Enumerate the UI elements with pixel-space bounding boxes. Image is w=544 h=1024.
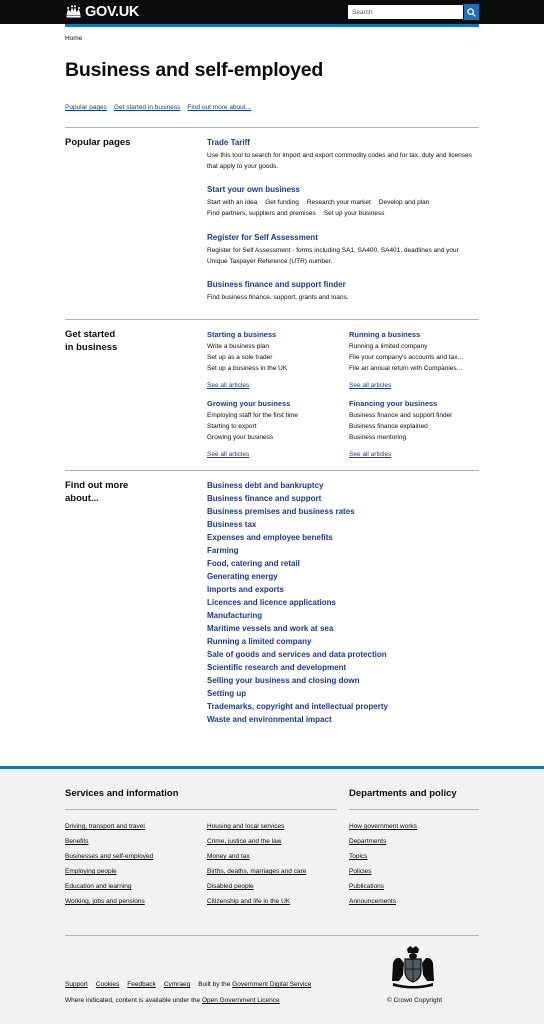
footer-link[interactable]: Employing people [65, 868, 117, 875]
topic-title[interactable]: Financing your business [349, 399, 438, 408]
topic-link[interactable]: Running a limited company [349, 343, 428, 350]
footer-link[interactable]: Working, jobs and pensions [65, 898, 145, 905]
heading-line: in business [65, 342, 118, 353]
footer-link[interactable]: Education and learning [65, 883, 132, 890]
topic-title[interactable]: Growing your business [207, 399, 291, 408]
section-divider [65, 127, 479, 128]
popular-item [207, 185, 479, 219]
topic-link[interactable]: Business finance and support finder [349, 412, 453, 419]
topic-link[interactable]: Set up as a sole trader [207, 354, 273, 361]
topic-link[interactable]: Growing your business [207, 434, 274, 441]
heading-line: Get started [65, 329, 116, 340]
jump-link-get-started[interactable]: Get started in business [113, 104, 181, 111]
built-by-prefix: Built by the [198, 981, 231, 988]
footer-heading-departments: Departments and policy [349, 788, 457, 799]
royal-coat-of-arms-icon [387, 945, 439, 989]
section-divider [65, 319, 479, 320]
section-heading-popular: Popular pages [65, 137, 131, 148]
footer-link[interactable]: Housing and local services [207, 823, 285, 830]
footer-meta-link[interactable]: Cookies [95, 981, 120, 988]
jump-link-popular[interactable]: Popular pages [65, 104, 107, 111]
footer-divider [65, 809, 337, 810]
topic-block-growing [207, 399, 342, 461]
topic-block-running [349, 330, 484, 392]
footer-link[interactable]: Crime, justice and the law [207, 838, 282, 845]
footer-divider [65, 935, 479, 936]
find-out-link[interactable]: Business premises and business rates [207, 507, 355, 516]
see-all-link[interactable]: See all articles [207, 382, 250, 389]
find-out-link[interactable]: Farming [207, 546, 239, 555]
footer-link[interactable]: Businesses and self-employed [65, 853, 154, 860]
popular-sublink[interactable]: Research your market [306, 199, 371, 206]
find-out-link[interactable]: Generating energy [207, 572, 278, 581]
popular-sublink[interactable]: Find partners, suppliers and premises [207, 210, 316, 217]
find-out-link[interactable]: Business tax [207, 520, 257, 529]
find-out-link[interactable]: Trademarks, copyright and intellectual property [207, 702, 388, 711]
footer-meta-link[interactable]: Cymraeg [163, 981, 191, 988]
find-out-link[interactable]: Waste and environmental impact [207, 715, 332, 724]
footer-link[interactable]: Publications [349, 883, 385, 890]
jump-link-find-out[interactable]: Find out more about... [187, 104, 251, 111]
footer-divider [349, 809, 479, 810]
footer-meta-link[interactable]: Support [65, 981, 88, 988]
find-out-link[interactable]: Maritime vessels and work at sea [207, 624, 334, 633]
topic-link[interactable]: Starting to export [207, 423, 257, 430]
topic-link[interactable]: File your company's accounts and tax... [349, 354, 463, 361]
find-out-link[interactable]: Selling your business and closing down [207, 676, 360, 685]
footer-link[interactable]: Driving, transport and travel [65, 823, 145, 830]
topic-block-financing [349, 399, 484, 461]
page-title: Business and self-employed [65, 59, 324, 81]
footer-meta-link[interactable]: Feedback [127, 981, 156, 988]
find-out-link[interactable]: Imports and exports [207, 585, 284, 594]
popular-item-title[interactable]: Start your own business [207, 185, 300, 194]
popular-sublink[interactable]: Develop and plan [378, 199, 430, 206]
find-out-link[interactable]: Expenses and employee benefits [207, 533, 333, 542]
footer-heading-services: Services and information [65, 788, 179, 799]
find-out-link[interactable]: Sale of goods and services and data protection [207, 650, 387, 659]
govuk-logo-link[interactable] [65, 4, 139, 20]
breadcrumb [65, 35, 82, 42]
footer-link[interactable]: Money and tax [207, 853, 250, 860]
topic-link[interactable]: Business finance explained [349, 423, 428, 430]
topic-link[interactable]: File an annual return with Companies... [349, 365, 463, 372]
popular-item-desc: Find business finance, support, grants and loans. [207, 294, 349, 301]
site-footer [0, 766, 544, 1024]
footer-link[interactable]: Benefits [65, 838, 89, 845]
crown-icon [65, 5, 82, 19]
find-out-link[interactable]: Food, catering and retail [207, 559, 300, 568]
footer-departments-col [349, 819, 417, 909]
popular-item-title[interactable]: Business finance and support finder [207, 280, 346, 289]
topic-link[interactable]: Set up a business in the UK [207, 365, 288, 372]
search-button[interactable] [464, 4, 479, 20]
built-by-link[interactable]: Government Digital Service [232, 981, 312, 988]
see-all-link[interactable]: See all articles [349, 382, 392, 389]
search-icon [467, 8, 476, 17]
find-out-link[interactable]: Business finance and support [207, 494, 322, 503]
topic-link[interactable]: Business mentoring [349, 434, 407, 441]
licence-prefix: Where indicated, content is available under the [65, 997, 201, 1004]
licence-text [65, 997, 280, 1004]
heading-line: about... [65, 493, 99, 504]
header-blue-bar [65, 24, 479, 27]
footer-link[interactable]: Disabled people [207, 883, 254, 890]
footer-link[interactable]: Departments [349, 838, 387, 845]
jump-links [65, 104, 251, 111]
popular-sublink[interactable]: Start with an idea [207, 199, 258, 206]
crown-copyright[interactable]: © Crown Copyright [387, 997, 443, 1004]
footer-meta-links [65, 981, 311, 988]
section-heading-get-started [65, 328, 185, 354]
find-out-list [207, 479, 388, 726]
popular-item-desc: Use this tool to search for import and export commodity codes and for tax, duty and licenses that apply to your goods. [207, 152, 472, 170]
see-all-link[interactable]: See all articles [349, 451, 392, 458]
licence-link[interactable]: Open Government Licence [201, 997, 280, 1004]
popular-item [207, 233, 479, 267]
topic-title[interactable]: Starting a business [207, 330, 277, 339]
topic-link[interactable]: Employing staff for the first time [207, 412, 298, 419]
popular-item-desc: Register for Self Assessment - forms including SA1, SA400, SA401, deadlines and your Unique Taxpayer Reference (UTR) number. [207, 247, 459, 265]
section-divider [65, 470, 479, 471]
heading-line: Find out more [65, 480, 129, 491]
topic-link[interactable]: Write a business plan [207, 343, 270, 350]
find-out-link[interactable]: Running a limited company [207, 637, 312, 646]
footer-services-col2 [207, 819, 306, 909]
popular-sublink[interactable]: Get funding [265, 199, 299, 206]
built-by-text [198, 981, 311, 988]
logo-text: GOV.UK [85, 4, 140, 20]
footer-link[interactable]: Policies [349, 868, 372, 875]
site-header [0, 0, 544, 24]
popular-item-title[interactable]: Register for Self Assessment [207, 233, 318, 242]
section-heading-find-out [65, 479, 185, 505]
footer-link[interactable]: Citizenship and life in the UK [207, 898, 291, 905]
search-input[interactable] [347, 4, 464, 20]
find-out-link[interactable]: Licences and licence applications [207, 598, 336, 607]
footer-link[interactable]: How government works [349, 823, 417, 830]
see-all-link[interactable]: See all articles [207, 451, 250, 458]
find-out-link[interactable]: Business debt and bankruptcy [207, 481, 324, 490]
popular-item [207, 138, 479, 172]
footer-link[interactable]: Births, deaths, marriages and care [207, 868, 307, 875]
find-out-link[interactable]: Scientific research and development [207, 663, 347, 672]
popular-item-links [207, 197, 479, 219]
popular-sublink[interactable]: Set up your business [323, 210, 385, 217]
search-form [347, 4, 479, 20]
topic-block-starting [207, 330, 342, 392]
find-out-link[interactable]: Setting up [207, 689, 247, 698]
footer-link[interactable]: Topics [349, 853, 368, 860]
topic-title[interactable]: Running a business [349, 330, 421, 339]
find-out-link[interactable]: Manufacturing [207, 611, 263, 620]
popular-item-title[interactable]: Trade Tariff [207, 138, 250, 147]
breadcrumb-home[interactable]: Home [65, 35, 83, 42]
footer-services-col1 [65, 819, 153, 909]
footer-link[interactable]: Announcements [349, 898, 396, 905]
popular-item [207, 280, 479, 303]
